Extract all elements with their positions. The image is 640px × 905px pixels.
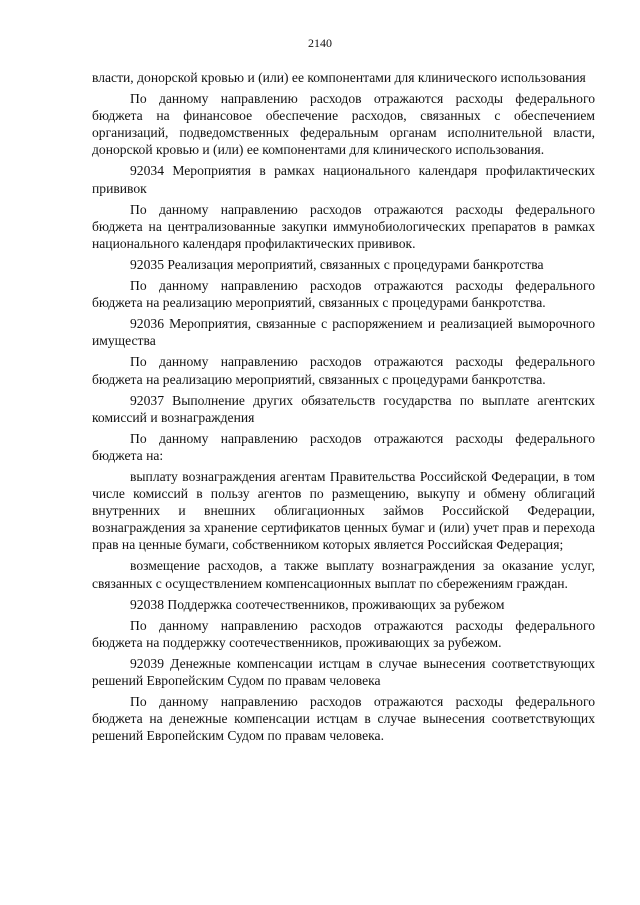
section-heading-92036: 92036 Мероприятия, связанные с распоряжением и реализацией выморочного имущества: [92, 316, 595, 349]
paragraph: По данному направлению расходов отражаются расходы федерального бюджета на:: [92, 430, 595, 463]
section-heading-92038: 92038 Поддержка соотечественников, проживающих за рубежом: [130, 596, 505, 612]
paragraph: По данному направлению расходов отражаются расходы федерального бюджета на реализацию мероприятий, связанных с процедурами банкротства.: [92, 354, 595, 387]
paragraph-continuation: власти, донорской кровью и (или) ее компонентами для клинического использования: [92, 70, 586, 85]
paragraph: По данному направлению расходов отражаются расходы федерального бюджета на поддержку соотечественников, проживающих за рубежом.: [92, 617, 595, 650]
page-number: 2140: [308, 36, 332, 50]
paragraph: По данному направлению расходов отражаются расходы федерального бюджета на денежные компенсации истцам в случае вынесения соответствующих решений Европейским Судом по правам человека.: [92, 694, 595, 744]
document-body: [92, 69, 595, 748]
list-item: возмещение расходов, а также выплату вознаграждения за оказание услуг, связанных с осуществлением компенсационных выплат по сбережениям граждан.: [92, 558, 595, 591]
section-heading-92039: 92039 Денежные компенсации истцам в случае вынесения соответствующих решений Европейским Судом по правам человека: [92, 655, 595, 688]
section-heading-92034: 92034 Мероприятия в рамках национального календаря профилактических прививок: [92, 163, 595, 196]
paragraph: По данному направлению расходов отражаются расходы федерального бюджета на реализацию мероприятий, связанных с процедурами банкротства.: [92, 278, 595, 311]
section-heading-92035: 92035 Реализация мероприятий, связанных с процедурами банкротства: [130, 256, 544, 272]
paragraph: По данному направлению расходов отражаются расходы федерального бюджета на финансовое обеспечение расходов, связанных с обеспечением организаций, подведомственных федеральным органам исполнительной власти, донорской кровью и (или) ее компонентами для клинического использования.: [92, 91, 595, 158]
section-heading-92037: 92037 Выполнение других обязательств государства по выплате агентских комиссий и вознаграждения: [92, 392, 595, 425]
paragraph: По данному направлению расходов отражаются расходы федерального бюджета на централизованные закупки иммунобиологических препаратов в рамках национального календаря профилактических прививок.: [92, 201, 595, 251]
list-item: выплату вознаграждения агентам Правительства Российской Федерации, в том числе комиссий в пользу агентов по размещению, выкупу и обмену облигаций внутренних и внешних облигационных займов Российской Федерации, вознаграждения за хранение сертификатов ценных бумаг и (или) учет прав и перехода прав на ценные бумаги, собственником которых является Российская Федерация;: [92, 468, 595, 553]
